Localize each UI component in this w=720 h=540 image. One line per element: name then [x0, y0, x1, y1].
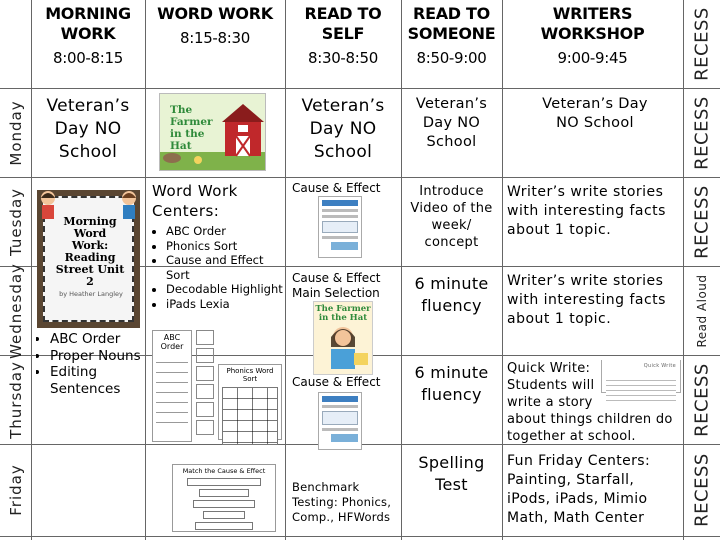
- cause-effect-worksheet-thumbnail: [318, 196, 362, 258]
- list-item: • Phonics Sort: [166, 239, 284, 254]
- morning-word-work-book-image: [37, 190, 140, 328]
- list-item: • Cause and Effect Sort: [166, 253, 284, 282]
- monday-writers-workshop: Veteran’s Day NO School: [542, 96, 648, 131]
- recess-tuesday: RECESS: [691, 185, 713, 259]
- quick-write-paper-thumbnail: [601, 360, 681, 393]
- monday-read-to-self: Veteran’s Day NO School: [301, 96, 385, 162]
- monday-read-to-someone: Veteran’s Day NO School: [415, 96, 488, 150]
- child-icon: [37, 190, 59, 224]
- header-read-to-self: READ TO SELF 8:30-8:50: [304, 4, 382, 67]
- day-label-monday: Monday: [7, 100, 25, 166]
- grid-line: [401, 0, 402, 540]
- friday-writers-workshop: Fun Friday Centers: Painting, Starfall, iPods, iPads, Mimio Math, Math Center: [507, 453, 651, 526]
- thursday-writers-workshop: [507, 360, 683, 445]
- cause-effect-match-thumbnail: [172, 464, 276, 532]
- phonics-word-sort-thumbnail: [218, 364, 282, 440]
- tuesday-writers-workshop: Writer’s write stories with interesting facts about 1 topic.: [507, 184, 666, 238]
- grid-line: [0, 177, 720, 178]
- abc-order-title: ABC Order: [160, 333, 184, 351]
- word-cards-thumbnail: [196, 330, 214, 442]
- farmer-in-the-hat-cover-image: [313, 301, 373, 375]
- wednesday-writers-workshop: Writer’s write stories with interesting facts about 1 topic.: [507, 273, 666, 327]
- list-item: • Editing Sentences: [50, 364, 144, 397]
- morning-book-title: Morning Word Work: Reading Street Unit 2: [55, 215, 125, 288]
- girl-illustration: [314, 323, 372, 369]
- header-morning-work: MORNING WORK 8:00-8:15: [45, 4, 131, 67]
- tuesday-read-to-someone: Introduce Video of the week/ concept: [410, 184, 493, 250]
- grid-line: [683, 0, 684, 540]
- read-aloud-wednesday: Read Aloud: [695, 274, 709, 348]
- day-label-thursday: Thursday: [7, 361, 25, 439]
- friday-read-to-self: Benchmark Testing: Phonics, Comp., HFWords: [292, 480, 392, 524]
- day-label-tuesday: Tuesday: [7, 187, 25, 257]
- farmer-image-title: The Farmer in the Hat: [170, 104, 213, 152]
- tuesday-word-work: [152, 181, 284, 311]
- phonics-sort-title: Phonics Word Sort: [226, 367, 274, 383]
- thursday-read-to-someone: 6 minute fluency: [414, 363, 489, 404]
- farmer-cover-title: The Farmer in the Hat: [315, 304, 371, 323]
- recess-thursday: RECESS: [691, 363, 713, 437]
- wednesday-read-to-self: Cause & Effect Main Selection: [292, 271, 381, 300]
- monday-morning-work: Veteran’s Day NO School: [46, 96, 130, 162]
- wednesday-read-to-someone: 6 minute fluency: [414, 274, 489, 315]
- quick-write-thumb-title: Quick Write: [643, 363, 676, 369]
- header-writers-workshop: WRITERS WORKSHOP 9:00-9:45: [540, 4, 645, 67]
- child-icon: [118, 190, 140, 224]
- recess-friday: RECESS: [691, 453, 713, 527]
- header-read-to-someone: READ TO SOMEONE 8:50-9:00: [407, 4, 496, 67]
- recess-monday: RECESS: [691, 96, 713, 170]
- morning-book-author: by Heather Langley: [59, 290, 123, 298]
- day-label-wednesday: Wednesday: [7, 263, 25, 359]
- grid-line: [285, 0, 286, 540]
- morning-work-list: [36, 331, 144, 397]
- word-work-centers-title: Word Work Centers:: [152, 182, 238, 220]
- word-work-centers-list: [152, 224, 284, 311]
- list-item: • iPads Lexia: [166, 297, 284, 312]
- grid-line: [145, 0, 146, 540]
- thursday-read-to-self: Cause & Effect: [292, 375, 381, 389]
- list-item: • ABC Order: [166, 224, 284, 239]
- grid-line: [502, 0, 503, 540]
- list-item: • Proper Nouns: [50, 348, 144, 365]
- tuesday-read-to-self: Cause & Effect: [292, 181, 381, 195]
- list-item: • ABC Order: [50, 331, 144, 348]
- day-label-friday: Friday: [7, 464, 25, 516]
- cause-effect-worksheet-thumbnail-2: [318, 392, 362, 450]
- header-word-work: WORD WORK 8:15-8:30: [157, 4, 273, 47]
- thursday-morning-work: [36, 331, 144, 397]
- cause-effect-match-title: Match the Cause & Effect: [182, 467, 266, 475]
- grid-line: [31, 0, 32, 540]
- abc-order-worksheet-thumbnail: [152, 330, 192, 442]
- thursday-writers-text: Quick Write: Students will write a story about things children do together at school.: [507, 361, 673, 444]
- farmer-in-the-hat-image: [159, 93, 266, 171]
- grid-line: [0, 536, 720, 537]
- friday-read-to-someone: Spelling Test: [418, 453, 485, 494]
- recess-header: RECESS: [691, 7, 713, 81]
- grid-line: [0, 88, 720, 89]
- list-item: • Decodable Highlight: [166, 282, 284, 297]
